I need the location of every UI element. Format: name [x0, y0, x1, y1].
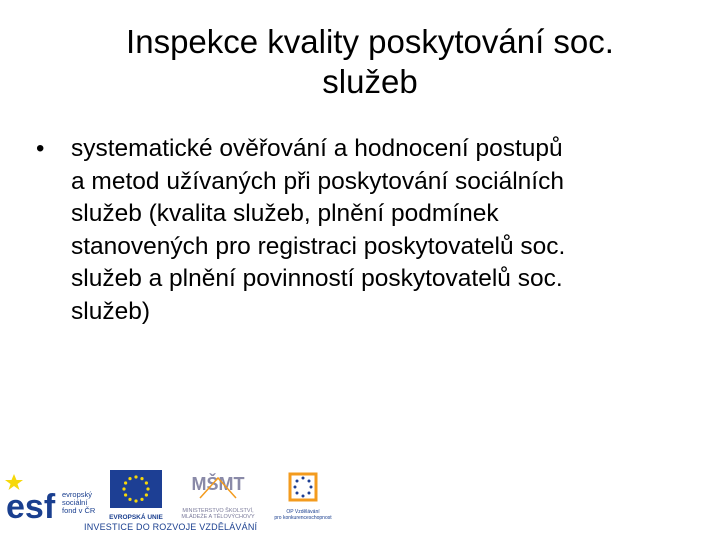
esf-mark: esf: [6, 488, 56, 524]
eu-star-icon: [146, 487, 149, 490]
title-line-2: služeb: [322, 63, 418, 100]
slide-title: [60, 22, 680, 102]
bullet-list: [36, 133, 686, 328]
investice-caption: INVESTICE DO ROZVOJE VZDĚLÁVÁNÍ: [84, 522, 258, 532]
eu-star-icon: [122, 487, 125, 490]
bullet-line: stanovených pro registraci poskytovatelů soc.: [71, 232, 566, 260]
msmt-mark: MŠMT: [191, 474, 245, 494]
footer-logo-strip: [0, 462, 420, 540]
eu-star-icon: [145, 493, 148, 496]
eu-star-icon: [128, 477, 131, 480]
msmt-caption-line: MINISTERSTVO ŠKOLSTVÍ,: [182, 508, 254, 514]
eu-flag-logo-icon: [108, 468, 164, 524]
eu-star-icon: [128, 498, 131, 501]
op-caption-line: OP Vzdělávání: [286, 509, 320, 515]
bullet-dot-icon: •: [36, 135, 45, 162]
eu-star-icon: [140, 498, 143, 501]
eu-star-icon: [145, 481, 148, 484]
title-line-1: Inspekce kvality poskytování soc.: [126, 23, 614, 60]
esf-text-line: evropský: [62, 490, 93, 499]
bullet-line: a metod užívaných při poskytování sociálních: [71, 167, 564, 195]
eu-star-icon: [124, 481, 127, 484]
esf-text-line: fond v ČR: [62, 506, 96, 515]
eu-star-icon: [124, 493, 127, 496]
msmt-logo-icon: [170, 468, 266, 524]
eu-star-icon: [134, 475, 137, 478]
op-caption-line: pro konkurenceschopnost: [274, 514, 332, 521]
esf-text-line: sociální: [62, 498, 88, 507]
bullet-line: služeb a plnění povinností poskytovatelů soc.: [71, 265, 563, 292]
bullet-item: [36, 133, 686, 328]
op-vk-logo-icon: [268, 468, 338, 524]
eu-star-icon: [140, 477, 143, 480]
eu-star-icon: [134, 499, 137, 502]
bullet-line: služeb (kvalita služeb, plnění podmínek: [71, 200, 499, 227]
esf-logo-icon: [4, 472, 104, 524]
bullet-line: systematické ověřování a hodnocení postupů: [71, 135, 563, 162]
eu-caption: EVROPSKÁ UNIE: [109, 514, 163, 521]
bullet-line: služeb): [71, 297, 150, 325]
msmt-caption-line: MLÁDEŽE A TĚLOVÝCHOVY: [181, 514, 255, 520]
